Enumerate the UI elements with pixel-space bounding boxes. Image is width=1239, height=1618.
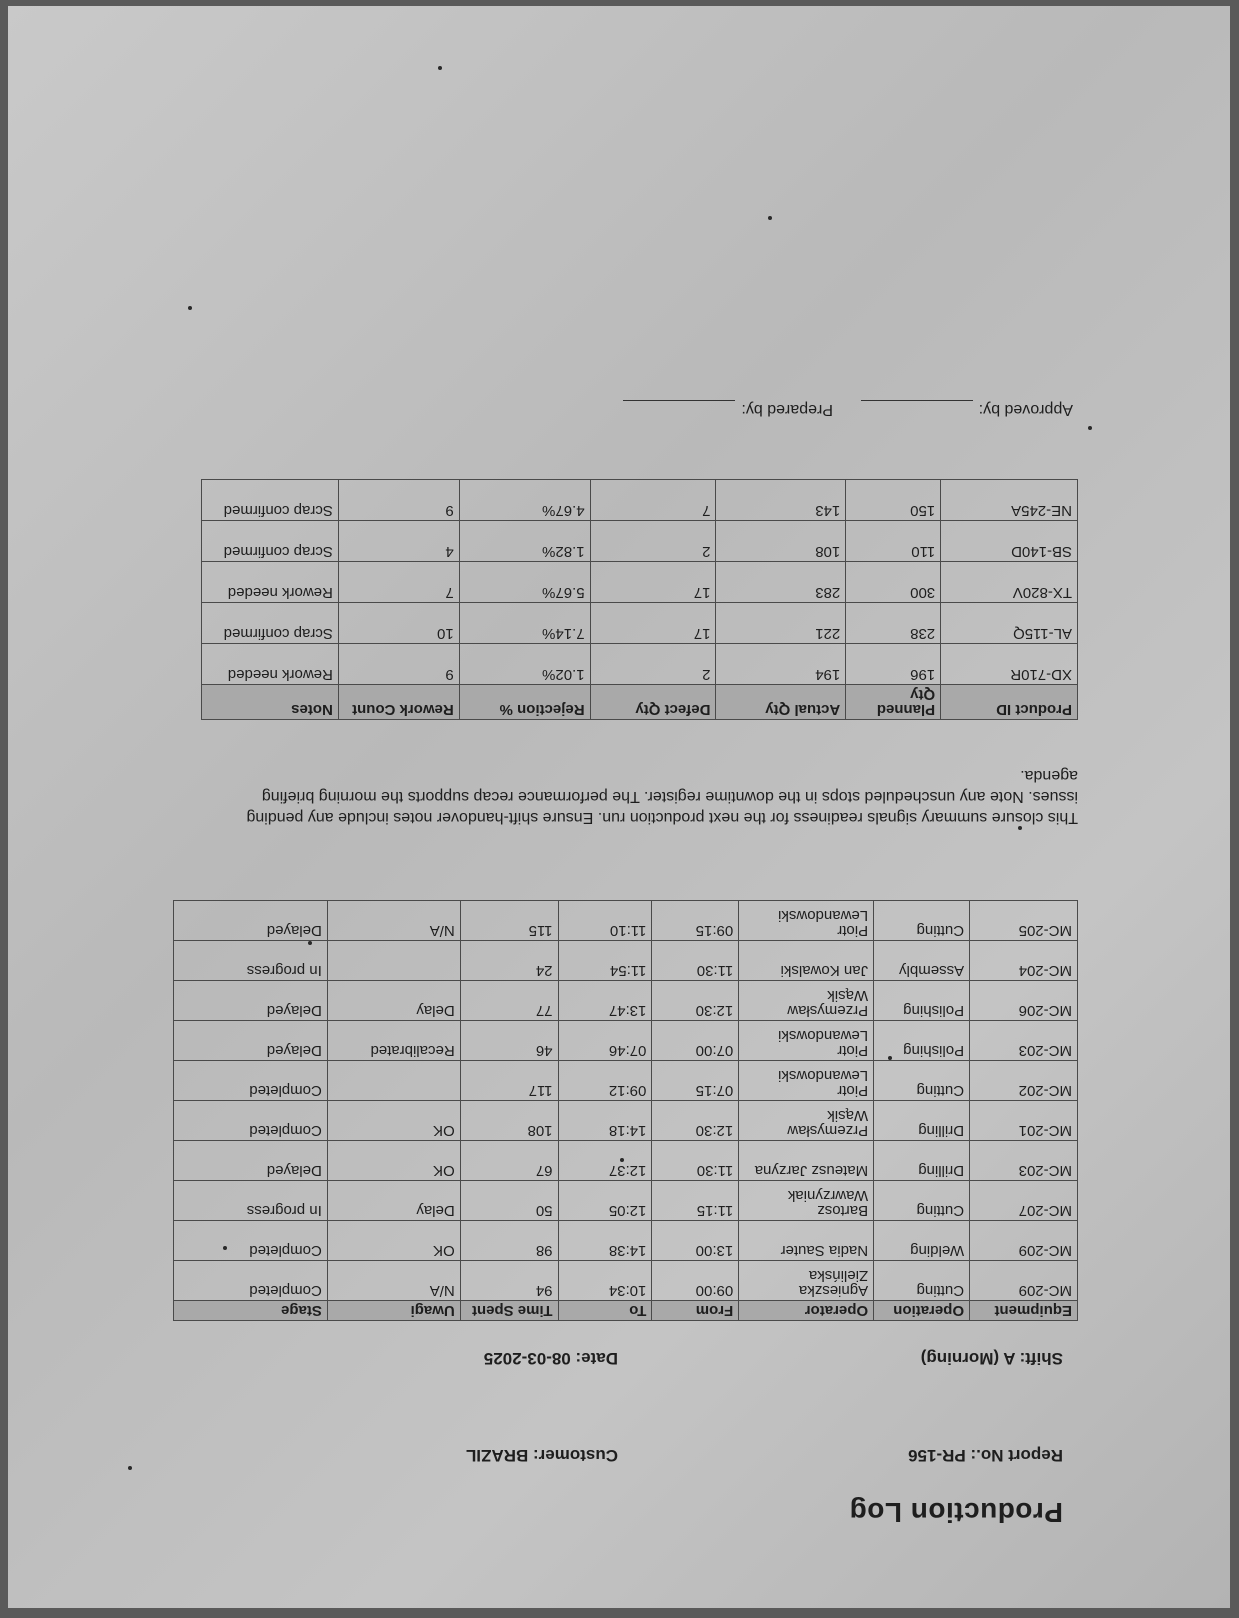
quality-cell-planned-qty: 196 — [846, 644, 941, 685]
dust-speck — [1088, 426, 1092, 430]
col-product-id: Product ID — [941, 685, 1078, 720]
col-rejection-pct: Rejection % — [459, 685, 590, 720]
quality-cell-defect-qty: 17 — [590, 562, 716, 603]
quality-cell-planned-qty: 150 — [846, 480, 941, 521]
operations-cell-equipment: MC-203 — [970, 1141, 1078, 1181]
operations-cell-uwagi: OK — [327, 1221, 460, 1261]
operations-cell-operation: Polishing — [874, 1021, 970, 1061]
operations-cell-time-spent: 108 — [460, 1101, 558, 1141]
quality-row — [202, 644, 1078, 685]
operations-cell-uwagi: OK — [327, 1141, 460, 1181]
quality-cell-defect-qty: 17 — [590, 603, 716, 644]
operations-row — [174, 981, 1078, 1021]
operations-cell-equipment: MC-203 — [970, 1021, 1078, 1061]
dust-speck — [128, 1466, 132, 1470]
operations-cell-operator: Jan Kowalski — [739, 941, 874, 981]
operations-cell-uwagi: Delay — [327, 1181, 460, 1221]
quality-cell-planned-qty: 238 — [846, 603, 941, 644]
quality-cell-actual-qty: 283 — [716, 562, 846, 603]
operations-cell-equipment: MC-206 — [970, 981, 1078, 1021]
operations-cell-operation: Polishing — [874, 981, 970, 1021]
dust-speck — [438, 66, 442, 70]
quality-cell-actual-qty: 194 — [716, 644, 846, 685]
operations-cell-from: 11:30 — [652, 941, 739, 981]
col-actual-qty: Actual Qty — [716, 685, 846, 720]
report-number: Report No.: PR-156 — [908, 1446, 1063, 1465]
operations-cell-time-spent: 46 — [460, 1021, 558, 1061]
approved-by-label: Approved by: — [978, 401, 1073, 418]
quality-row — [202, 521, 1078, 562]
col-time-spent: Time Spent — [460, 1301, 558, 1321]
operations-cell-from: 12:30 — [652, 981, 739, 1021]
quality-cell-product-id: TX-820V — [941, 562, 1078, 603]
col-to: To — [558, 1301, 652, 1321]
operations-cell-from: 07:15 — [652, 1061, 739, 1101]
operations-cell-equipment: MC-209 — [970, 1261, 1078, 1301]
operations-cell-to: 10:34 — [558, 1261, 652, 1301]
shift-label: Shift: A (Morning) — [920, 1349, 1063, 1368]
operations-row — [174, 1141, 1078, 1181]
operations-cell-operation: Cutting — [874, 1261, 970, 1301]
operations-cell-stage: In progress — [174, 941, 328, 981]
operations-cell-operation: Drilling — [874, 1101, 970, 1141]
quality-cell-product-id: SB-140D — [941, 521, 1078, 562]
operations-cell-stage: Completed — [174, 1221, 328, 1261]
quality-cell-notes: Rework needed — [202, 644, 339, 685]
operations-cell-time-spent: 94 — [460, 1261, 558, 1301]
col-defect-qty: Defect Qty — [590, 685, 716, 720]
dust-speck — [1018, 826, 1022, 830]
col-uwagi: Uwagi — [327, 1301, 460, 1321]
operations-cell-time-spent: 115 — [460, 901, 558, 941]
operations-cell-operator: Piotr Lewandowski — [739, 1021, 874, 1061]
quality-body — [202, 480, 1078, 685]
operations-cell-operator: Piotr Lewandowski — [739, 901, 874, 941]
operations-row — [174, 1221, 1078, 1261]
operations-cell-to: 09:12 — [558, 1061, 652, 1101]
quality-cell-defect-qty: 2 — [590, 644, 716, 685]
quality-cell-defect-qty: 2 — [590, 521, 716, 562]
operations-cell-time-spent: 24 — [460, 941, 558, 981]
col-equipment: Equipment — [970, 1301, 1078, 1321]
prepared-by — [623, 400, 833, 418]
operations-cell-equipment: MC-202 — [970, 1061, 1078, 1101]
quality-cell-actual-qty: 221 — [716, 603, 846, 644]
quality-header-row — [202, 685, 1078, 720]
operations-cell-from: 07:00 — [652, 1021, 739, 1061]
operations-row — [174, 901, 1078, 941]
operations-row — [174, 1181, 1078, 1221]
operations-cell-uwagi: Delay — [327, 981, 460, 1021]
quality-cell-rejection-pct: 4.67% — [459, 480, 590, 521]
operations-row — [174, 941, 1078, 981]
operations-cell-operation: Cutting — [874, 1181, 970, 1221]
quality-table — [201, 479, 1078, 720]
dust-speck — [768, 216, 772, 220]
operations-cell-time-spent: 117 — [460, 1061, 558, 1101]
operations-cell-operator: Agnieszka Zielińska — [739, 1261, 874, 1301]
quality-cell-notes: Scrap confirmed — [202, 480, 339, 521]
dust-speck — [308, 941, 312, 945]
quality-cell-notes: Rework needed — [202, 562, 339, 603]
operations-cell-stage: Delayed — [174, 981, 328, 1021]
operations-cell-operator: Przemysław Wąsik — [739, 1101, 874, 1141]
operations-cell-stage: Delayed — [174, 1141, 328, 1181]
operations-cell-stage: Delayed — [174, 1021, 328, 1061]
quality-cell-product-id: AL-115Q — [941, 603, 1078, 644]
operations-cell-to: 14:18 — [558, 1101, 652, 1141]
operations-cell-operator: Nadia Sauter — [739, 1221, 874, 1261]
quality-cell-planned-qty: 300 — [846, 562, 941, 603]
approved-by — [861, 400, 1073, 418]
col-from: From — [652, 1301, 739, 1321]
col-planned-qty: Planned Qty — [846, 685, 941, 720]
operations-cell-from: 09:15 — [652, 901, 739, 941]
quality-cell-rejection-pct: 1.02% — [459, 644, 590, 685]
operations-row — [174, 1061, 1078, 1101]
quality-cell-rework-count: 10 — [338, 603, 459, 644]
operations-cell-operator: Mateusz Jarzyna — [739, 1141, 874, 1181]
operations-cell-to: 07:46 — [558, 1021, 652, 1061]
dust-speck — [188, 306, 192, 310]
operations-cell-stage: In progress — [174, 1181, 328, 1221]
operations-cell-to: 14:38 — [558, 1221, 652, 1261]
operations-row — [174, 1261, 1078, 1301]
operations-cell-uwagi — [327, 1061, 460, 1101]
operations-header-row — [174, 1301, 1078, 1321]
dust-speck — [888, 1056, 892, 1060]
operations-cell-from: 12:30 — [652, 1101, 739, 1141]
quality-row — [202, 603, 1078, 644]
operations-cell-operator: Piotr Lewandowski — [739, 1061, 874, 1101]
document-title: Production Log — [849, 1497, 1063, 1528]
paper-sheet — [8, 6, 1230, 1608]
quality-cell-actual-qty: 143 — [716, 480, 846, 521]
operations-cell-uwagi: N/A — [327, 901, 460, 941]
operations-cell-operator: Przemysław Wąsik — [739, 981, 874, 1021]
operations-cell-stage: Completed — [174, 1061, 328, 1101]
operations-cell-operation: Assembly — [874, 941, 970, 981]
quality-cell-product-id: NE-245A — [941, 480, 1078, 521]
operations-cell-uwagi: OK — [327, 1101, 460, 1141]
operations-cell-from: 11:30 — [652, 1141, 739, 1181]
quality-cell-rejection-pct: 1.82% — [459, 521, 590, 562]
quality-row — [202, 480, 1078, 521]
quality-cell-rework-count: 9 — [338, 480, 459, 521]
operations-cell-operator: Bartosz Wawrzyniak — [739, 1181, 874, 1221]
customer-name: Customer: BRAZIL — [465, 1446, 618, 1465]
quality-cell-rework-count: 9 — [338, 644, 459, 685]
operations-body — [174, 901, 1078, 1301]
quality-cell-rework-count: 4 — [338, 521, 459, 562]
quality-cell-rework-count: 7 — [338, 562, 459, 603]
col-operation: Operation — [874, 1301, 970, 1321]
report-date: Date: 08-03-2025 — [483, 1349, 618, 1368]
quality-cell-product-id: XD-710R — [941, 644, 1078, 685]
col-stage: Stage — [174, 1301, 328, 1321]
operations-cell-time-spent: 98 — [460, 1221, 558, 1261]
col-notes: Notes — [202, 685, 339, 720]
operations-cell-equipment: MC-204 — [970, 941, 1078, 981]
operations-row — [174, 1021, 1078, 1061]
operations-cell-time-spent: 50 — [460, 1181, 558, 1221]
approved-by-line — [861, 400, 973, 416]
operations-cell-operation: Cutting — [874, 1061, 970, 1101]
quality-cell-rejection-pct: 7.14% — [459, 603, 590, 644]
quality-cell-actual-qty: 108 — [716, 521, 846, 562]
operations-cell-operation: Drilling — [874, 1141, 970, 1181]
col-rework-count: Rework Count — [338, 685, 459, 720]
dust-speck — [620, 1158, 624, 1162]
operations-cell-operation: Cutting — [874, 901, 970, 941]
col-operator: Operator — [739, 1301, 874, 1321]
operations-cell-to: 12:05 — [558, 1181, 652, 1221]
quality-cell-rejection-pct: 5.67% — [459, 562, 590, 603]
operations-cell-operation: Welding — [874, 1221, 970, 1261]
operations-cell-uwagi: N/A — [327, 1261, 460, 1301]
operations-cell-equipment: MC-201 — [970, 1101, 1078, 1141]
operations-cell-to: 13:47 — [558, 981, 652, 1021]
operations-cell-from: 13:00 — [652, 1221, 739, 1261]
operations-cell-from: 11:15 — [652, 1181, 739, 1221]
operations-cell-from: 09:00 — [652, 1261, 739, 1301]
quality-row — [202, 562, 1078, 603]
operations-cell-time-spent: 67 — [460, 1141, 558, 1181]
operations-table — [173, 900, 1078, 1321]
quality-cell-planned-qty: 110 — [846, 521, 941, 562]
dust-speck — [223, 1246, 227, 1250]
operations-cell-uwagi — [327, 941, 460, 981]
operations-cell-to: 11:54 — [558, 941, 652, 981]
quality-cell-notes: Scrap confirmed — [202, 521, 339, 562]
operations-cell-time-spent: 77 — [460, 981, 558, 1021]
operations-row — [174, 1101, 1078, 1141]
operations-cell-stage: Completed — [174, 1101, 328, 1141]
operations-cell-equipment: MC-205 — [970, 901, 1078, 941]
prepared-by-label: Prepared by: — [741, 401, 833, 418]
operations-cell-stage: Delayed — [174, 901, 328, 941]
operations-cell-to: 12:37 — [558, 1141, 652, 1181]
operations-cell-stage: Completed — [174, 1261, 328, 1301]
quality-cell-notes: Scrap confirmed — [202, 603, 339, 644]
summary-paragraph: This closure summary signals readiness for the next production run. Ensure shift-handover notes include any pending issues. Note any unscheduled stops in the downtime register. The performance recap supports the morning briefing agenda. — [246, 767, 1078, 826]
operations-cell-equipment: MC-209 — [970, 1221, 1078, 1261]
operations-cell-to: 11:10 — [558, 901, 652, 941]
rotated-document — [8, 6, 1230, 1608]
operations-cell-uwagi: Recalibrated — [327, 1021, 460, 1061]
quality-cell-defect-qty: 7 — [590, 480, 716, 521]
prepared-by-line — [623, 400, 735, 416]
operations-cell-equipment: MC-207 — [970, 1181, 1078, 1221]
